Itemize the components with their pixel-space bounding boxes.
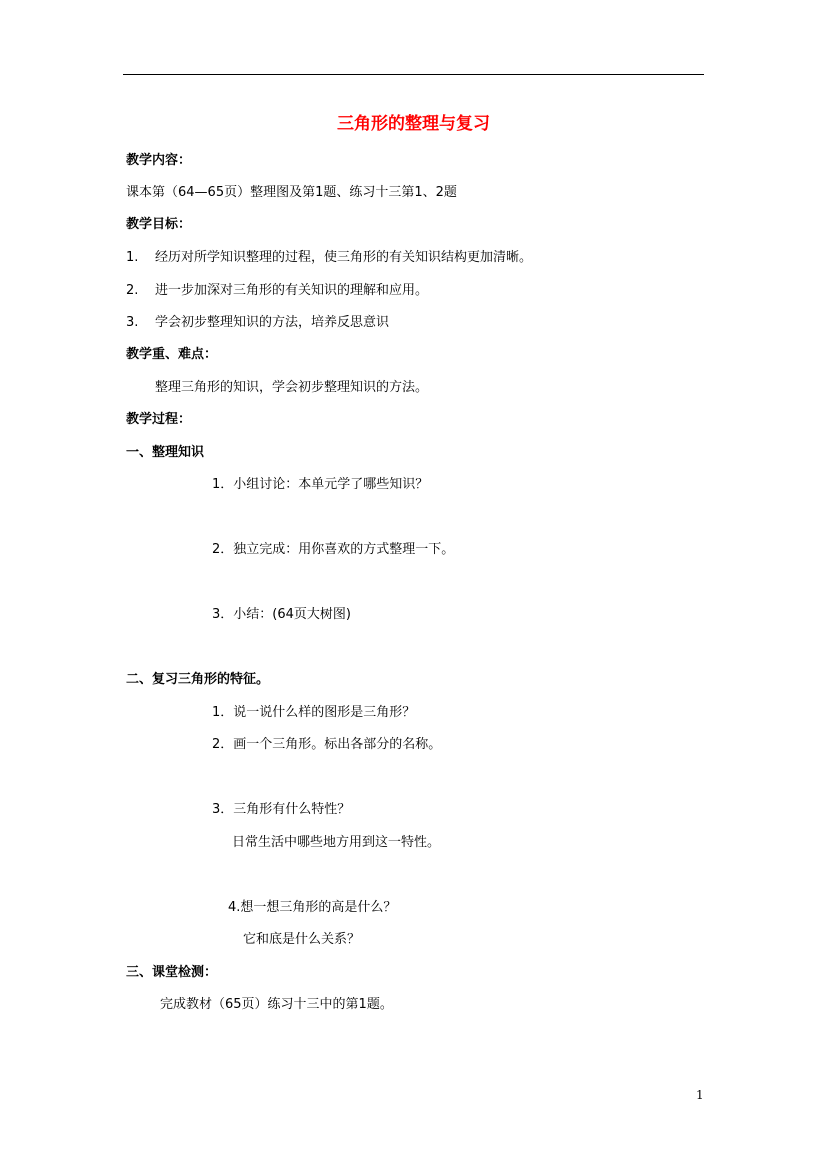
key-points-heading: 教学重、难点： <box>126 347 218 362</box>
section-heading: 一、整理知识 <box>126 445 205 460</box>
list-item: 2．独立完成：用你喜欢的方式整理一下。 <box>212 542 455 557</box>
goal-text: 学会初步整理知识的方法，培养反思意识 <box>155 315 390 330</box>
list-item: 3．小结：(64页大树图) <box>212 607 351 622</box>
section-heading: 三、课堂检测： <box>126 965 218 980</box>
page-number: 1 <box>696 1088 704 1102</box>
process-heading: 教学过程： <box>126 412 192 427</box>
content-text: 课本第（64—65页）整理图及第1题、练习十三第1、2题 <box>126 185 457 200</box>
section-heading: 二、复习三角形的特征。 <box>126 672 270 687</box>
goals-heading: 教学目标： <box>126 217 192 232</box>
list-item: 4.想一想三角形的高是什么？ <box>228 900 397 915</box>
list-item: 1．说一说什么样的图形是三角形？ <box>212 705 416 720</box>
list-item: 日常生活中哪些地方用到这一特性。 <box>232 835 441 850</box>
header-rule <box>123 74 704 75</box>
page-title: 三角形的整理与复习 <box>337 114 490 134</box>
list-item: 1．小组讨论：本单元学了哪些知识？ <box>212 477 429 492</box>
goal-number: 3. <box>126 315 139 330</box>
list-item: 3．三角形有什么特性？ <box>212 802 351 817</box>
goal-number: 2. <box>126 283 139 298</box>
list-item: 2．画一个三角形。标出各部分的名称。 <box>212 737 442 752</box>
content-heading: 教学内容： <box>126 153 192 168</box>
list-item: 它和底是什么关系？ <box>243 932 361 947</box>
key-points-text: 整理三角形的知识，学会初步整理知识的方法。 <box>155 380 429 395</box>
goal-number: 1. <box>126 250 139 265</box>
section-text: 完成教材（65页）练习十三中的第1题。 <box>160 997 393 1012</box>
goal-text: 经历对所学知识整理的过程，使三角形的有关知识结构更加清晰。 <box>155 250 533 265</box>
goal-text: 进一步加深对三角形的有关知识的理解和应用。 <box>155 283 429 298</box>
